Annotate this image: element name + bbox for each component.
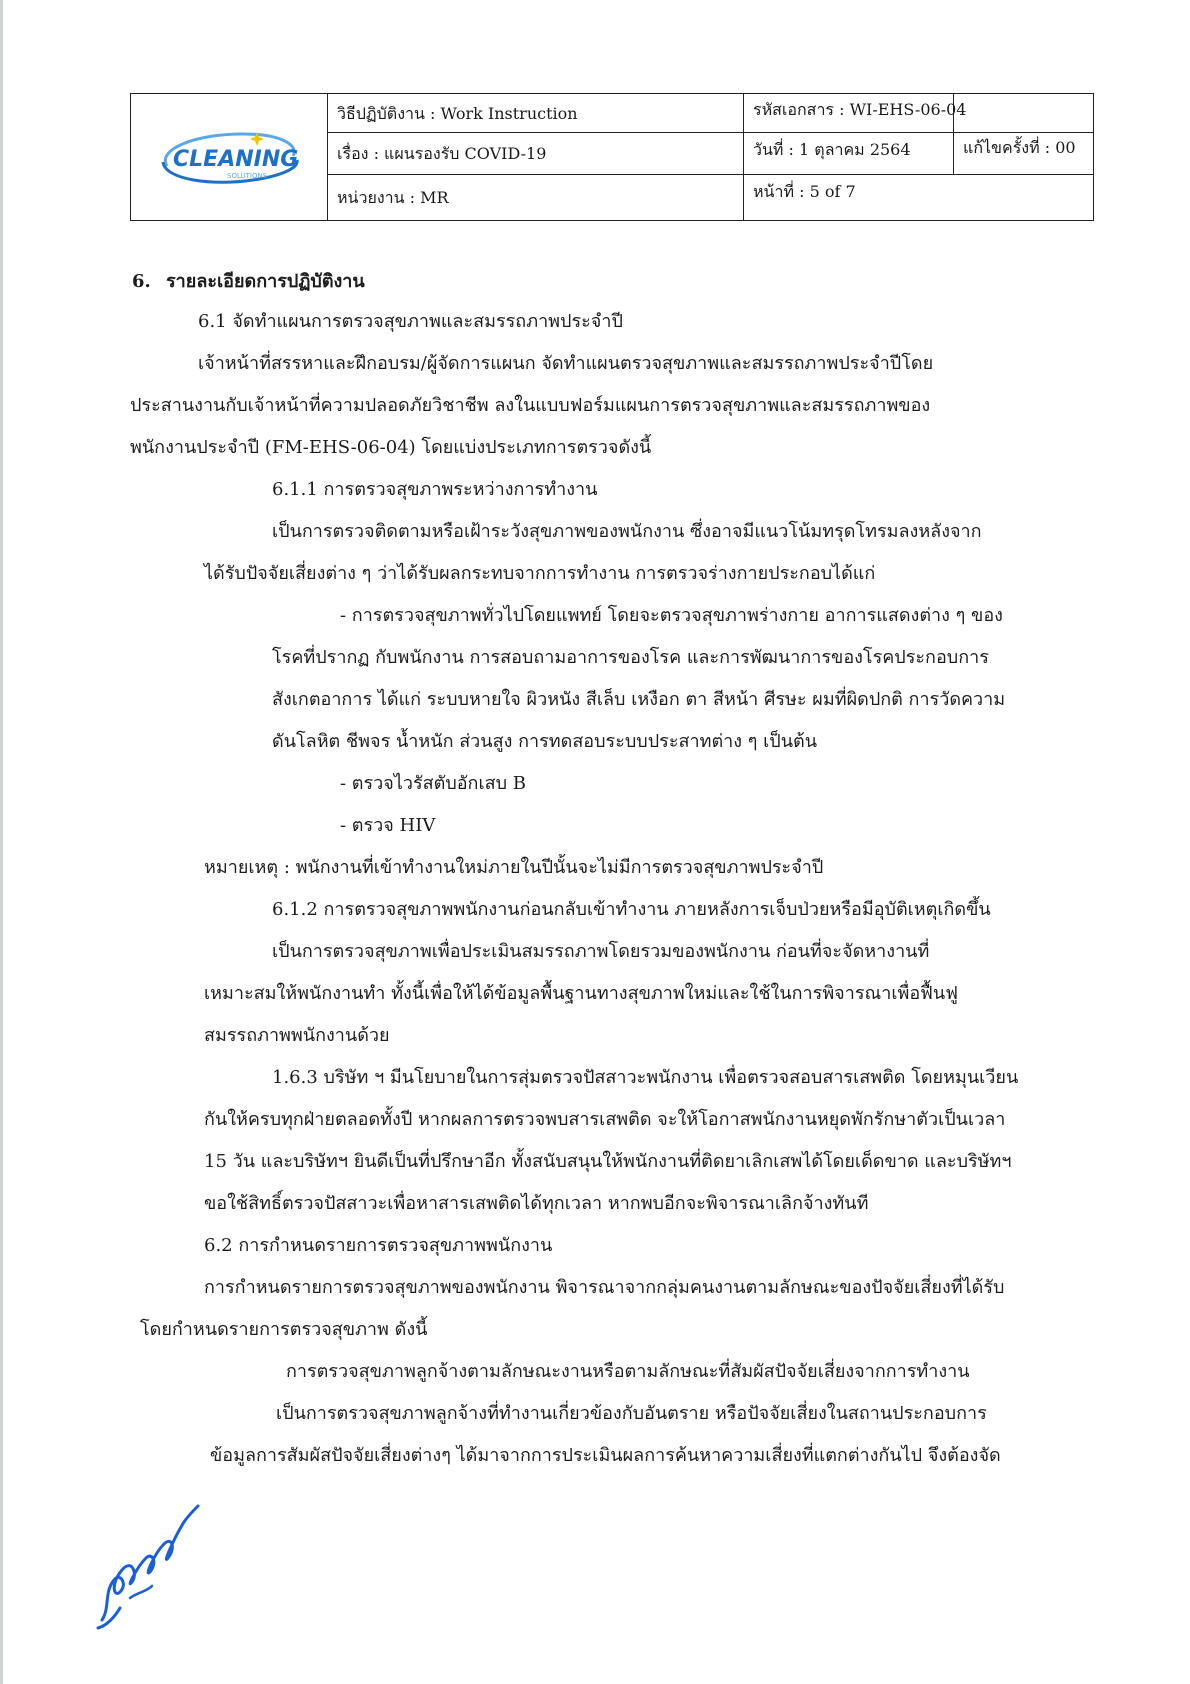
handwritten-signature <box>80 1488 210 1638</box>
paragraph-line: กันให้ครบทุกฝ่ายตลอดทั้งปี หากผลการตรวจพบสารเสพติด จะให้โอกาสพนักงานหยุดพักรักษาตัวเป็นเวลา <box>204 1109 1006 1130</box>
paragraph-line: เป็นการตรวจสุขภาพเพื่อประเมินสมรรถภาพโดยรวมของพนักงาน ก่อนที่จะจัดหางานที่ <box>272 941 930 962</box>
company-logo <box>153 122 303 194</box>
subsection-6-1: 6.1 จัดทำแผนการตรวจสุขภาพและสมรรถภาพประจำปี <box>198 311 623 332</box>
logo-tagline: SOLUTIONS <box>227 172 268 180</box>
subsection-6-1-2: 6.1.2 การตรวจสุขภาพพนักงานก่อนกลับเข้าทำงาน ภายหลังการเจ็บป่วยหรือมีอุบัติเหตุเกิดขึ้น <box>272 899 991 920</box>
paragraph-line: ประสานงานกับเจ้าหน้าที่ความปลอดภัยวิชาชีพ ลงในแบบฟอร์มแผนการตรวจสุขภาพและสมรรถภาพของ <box>130 395 931 416</box>
paragraph-line: พนักงานประจำปี (FM-EHS-06-04) โดยแบ่งประเภทการตรวจดังนี้ <box>130 437 652 458</box>
paragraph-line: ขอใช้สิทธิ์ตรวจปัสสาวะเพื่อหาสารเสพติดได้ทุกเวลา หากพบอีกจะพิจารณาเลิกจ้างทันที <box>204 1193 869 1214</box>
section-number: 6. <box>132 271 151 292</box>
doc-type: วิธีปฏิบัติงาน : Work Instruction <box>337 104 578 123</box>
document-header-table <box>130 93 1094 221</box>
paragraph-line: เหมาะสมให้พนักงานทำ ทั้งนี้เพื่อให้ได้ข้อมูลพื้นฐานทางสุขภาพใหม่และใช้ในการพิจารณาเพื่อฟื้นฟู <box>204 983 958 1004</box>
paragraph-line: โดยกำหนดรายการตรวจสุขภาพ ดังนี้ <box>140 1319 428 1340</box>
paragraph-line: ดันโลหิต ชีพจร น้ำหนัก ส่วนสูง การทดสอบระบบประสาทต่าง ๆ เป็นต้น <box>272 731 818 752</box>
paragraph-line: เป็นการตรวจติดตามหรือเฝ้าระวังสุขภาพของพนักงาน ซึ่งอาจมีแนวโน้มทรุดโทรมลงหลังจาก <box>272 521 982 542</box>
doc-subject: เรื่อง : แผนรองรับ COVID-19 <box>337 144 547 163</box>
list-item: - การตรวจสุขภาพทั่วไปโดยแพทย์ โดยจะตรวจสุขภาพร่างกาย อาการแสดงต่าง ๆ ของ <box>340 605 1003 626</box>
paragraph-line: 15 วัน และบริษัทฯ ยินดีเป็นที่ปรึกษาอีก ทั้งสนับสนุนให้พนักงานที่ติดยาเลิกเสพได้โดยเด็ดขาด และบริษัทฯ <box>204 1151 1012 1172</box>
page-edge <box>0 0 3 1684</box>
note-line: หมายเหตุ : พนักงานที่เข้าทำงานใหม่ภายในปีนั้นจะไม่มีการตรวจสุขภาพประจำปี <box>204 857 824 878</box>
section-title: รายละเอียดการปฏิบัติงาน <box>166 271 365 292</box>
paragraph-line: ข้อมูลการสัมผัสปัจจัยเสี่ยงต่างๆ ได้มาจากการประเมินผลการค้นหาความเสี่ยงที่แตกต่างกันไป จึงต้องจัด <box>210 1445 1001 1466</box>
paragraph-line: โรคที่ปรากฏ กับพนักงาน การสอบถามอาการของโรค และการพัฒนาการของโรคประกอบการ <box>272 647 989 668</box>
paragraph-line: สังเกตอาการ ได้แก่ ระบบหายใจ ผิวหนัง สีเล็บ เหงือก ตา สีหน้า ศีรษะ ผมที่ผิดปกติ การวัดความ <box>272 689 1006 710</box>
list-item: - ตรวจ HIV <box>340 815 436 836</box>
paragraph-line: เจ้าหน้าที่สรรหาและฝึกอบรม/ผู้จัดการแผนก จัดทำแผนตรวจสุขภาพและสมรรถภาพประจำปีโดย <box>198 353 934 374</box>
paragraph-line: สมรรถภาพพนักงานด้วย <box>204 1025 390 1046</box>
doc-department: หน่วยงาน : MR <box>337 188 449 207</box>
paragraph-line: ได้รับปัจจัยเสี่ยงต่าง ๆ ว่าได้รับผลกระทบจากการทำงาน การตรวจร่างกายประกอบได้แก่ <box>204 563 876 584</box>
logo-wordmark: CLEANING <box>173 147 299 172</box>
doc-revision: แก้ไขครั้งที่ : 00 <box>963 138 1076 157</box>
subsection-6-1-1: 6.1.1 การตรวจสุขภาพระหว่างการทำงาน <box>272 479 598 500</box>
paragraph-line: การกำหนดรายการตรวจสุขภาพของพนักงาน พิจารณาจากกลุ่มคนงานตามลักษณะของปัจจัยเสี่ยงที่ได้รับ <box>204 1277 1005 1298</box>
subsection-6-2: 6.2 การกำหนดรายการตรวจสุขภาพพนักงาน <box>204 1235 553 1256</box>
subsection-1-6-3: 1.6.3 บริษัท ฯ มีนโยบายในการสุ่มตรวจปัสสาวะพนักงาน เพื่อตรวจสอบสารเสพติด โดยหมุนเวียน <box>272 1067 1019 1088</box>
paragraph-line: เป็นการตรวจสุขภาพลูกจ้างที่ทำงานเกี่ยวข้องกับอันตราย หรือปัจจัยเสี่ยงในสถานประกอบการ <box>276 1403 987 1424</box>
doc-date: วันที่ : 1 ตุลาคม 2564 <box>753 140 911 159</box>
paragraph-line: การตรวจสุขภาพลูกจ้างตามลักษณะงานหรือตามลักษณะที่สัมผัสปัจจัยเสี่ยงจากการทำงาน <box>286 1361 970 1382</box>
doc-page-number: หน้าที่ : 5 of 7 <box>753 182 856 201</box>
list-item: - ตรวจไวรัสตับอักเสบ B <box>340 773 526 794</box>
doc-code: รหัสเอกสาร : WI-EHS-06-04 <box>753 100 967 119</box>
